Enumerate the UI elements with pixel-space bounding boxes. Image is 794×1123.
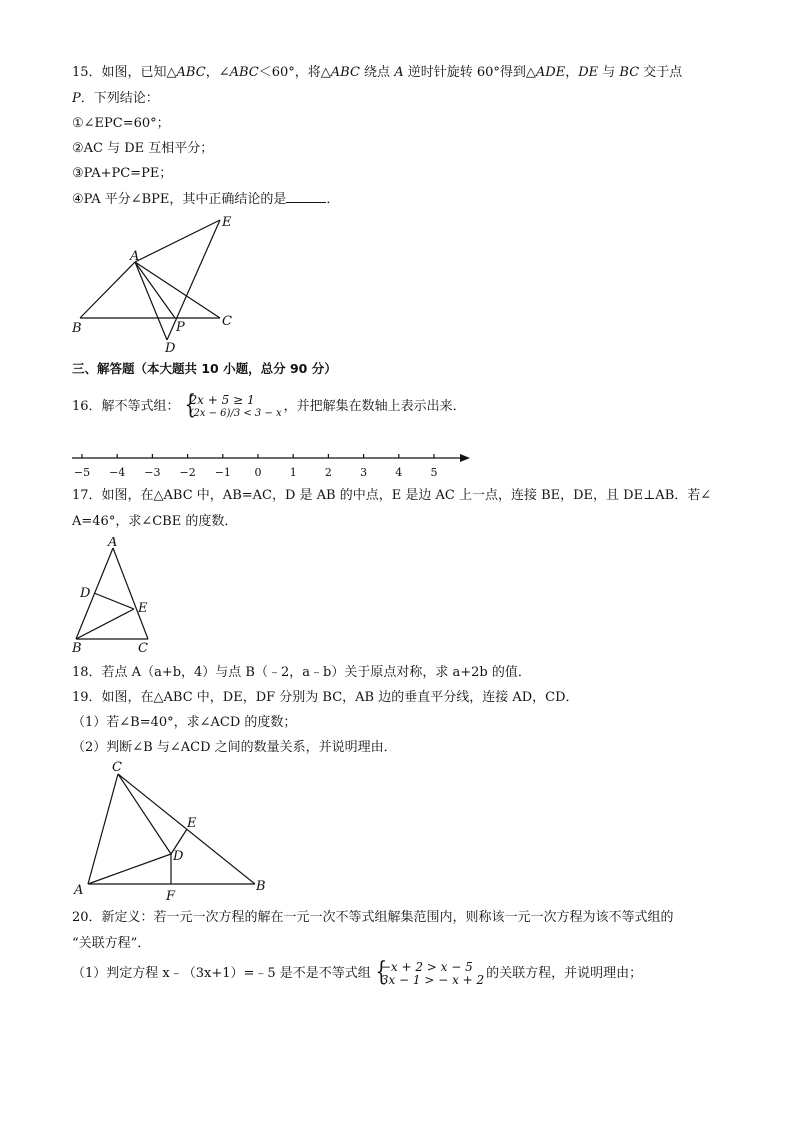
label-F: F — [166, 889, 176, 903]
tick-label: 3 — [360, 466, 368, 479]
tick-label: −4 — [109, 466, 126, 479]
q19-part1: （1）若∠B=40°，求∠ACD 的度数； — [72, 715, 297, 730]
tick-label: 0 — [254, 466, 262, 479]
q15-line1: 15．如图，已知△ABC，∠ABC＜60°，将△ABC 绕点 A 逆时针旋转 60°得到△ADE，DE 与 BC 交于点 — [72, 65, 683, 80]
q18-line: 18．若点 A（a+b，4）与点 B（﹣2，a﹣b）关于原点对称，求 a+2b 的值． — [72, 665, 531, 680]
q15-choice-3: ③PA+PC=PE； — [72, 166, 173, 181]
section-heading: 三、解答题（本大题共 10 小题，总分 90 分） — [72, 361, 337, 376]
q17-line2: A=46°，求∠CBE 的度数． — [72, 514, 238, 529]
label-D: D — [80, 586, 91, 601]
tick-label: −2 — [179, 466, 196, 479]
label-E: E — [222, 215, 232, 230]
label-B: B — [256, 879, 266, 894]
label-C: C — [138, 641, 148, 655]
tick-label: −3 — [144, 466, 161, 479]
label-E: E — [187, 816, 197, 831]
label-D: D — [173, 849, 184, 864]
q15-figure — [70, 210, 250, 355]
tick-label: 5 — [430, 466, 438, 479]
inequality-system: { −x + 2 > x − 5 3x − 1 > − x + 2 — [375, 956, 485, 987]
q16-line: 16．解不等式组： { 2x + 5 ≥ 1 (2x − 6)/3 < 3 − x ，并把解集在数轴上表示出来． — [72, 389, 466, 420]
tick-label: −1 — [214, 466, 231, 479]
label-A: A — [108, 537, 118, 550]
inequality-system: { 2x + 5 ≥ 1 (2x − 6)/3 < 3 − x — [184, 389, 282, 420]
tick-label: 2 — [324, 466, 332, 479]
q17-figure — [70, 537, 160, 655]
q17-line1: 17．如图，在△ABC 中，AB=AC，D 是 AB 的中点，E 是边 AC 上一点，连接 BE，DE，且 DE⊥AB．若∠ — [72, 488, 712, 503]
label-E: E — [138, 601, 148, 616]
q20-line1: 20．新定义：若一元一次方程的解在一元一次不等式组解集范围内，则称该一元一次方程为该不等式组的 — [72, 910, 674, 925]
label-A: A — [74, 883, 84, 898]
q15-choice-1: ①∠EPC=60°； — [72, 116, 170, 131]
q20-part1: （1）判定方程 x﹣（3x+1）=﹣5 是不是不等式组 { −x + 2 > x − 5 3x − 1 > − x + 2 的关联方程，并说明理由； — [72, 956, 643, 987]
label-C: C — [112, 760, 122, 775]
q15-line2: P．下列结论： — [72, 91, 159, 106]
q15-choice-2: ②AC 与 DE 互相平分； — [72, 141, 214, 156]
label-B: B — [72, 321, 82, 336]
q19-figure — [70, 758, 275, 903]
tick-label: 1 — [289, 466, 297, 479]
number-line — [70, 446, 480, 482]
q15-choice-4: ④PA 平分∠BPE，其中正确结论的是 ． — [72, 192, 340, 207]
q19-line1: 19．如图，在△ABC 中，DE，DF 分别为 BC，AB 边的垂直平分线，连接 AD，CD． — [72, 690, 579, 705]
answer-blank[interactable] — [286, 190, 326, 203]
tick-label: −5 — [73, 466, 91, 479]
label-D: D — [165, 341, 176, 355]
label-P: P — [176, 320, 185, 335]
tick-label: 4 — [395, 466, 403, 479]
q20-line2: “关联方程”． — [72, 936, 151, 951]
label-A: A — [130, 249, 140, 264]
label-B: B — [72, 641, 82, 655]
label-C: C — [222, 314, 232, 329]
q19-part2: （2）判断∠B 与∠ACD 之间的数量关系，并说明理由． — [72, 740, 397, 755]
